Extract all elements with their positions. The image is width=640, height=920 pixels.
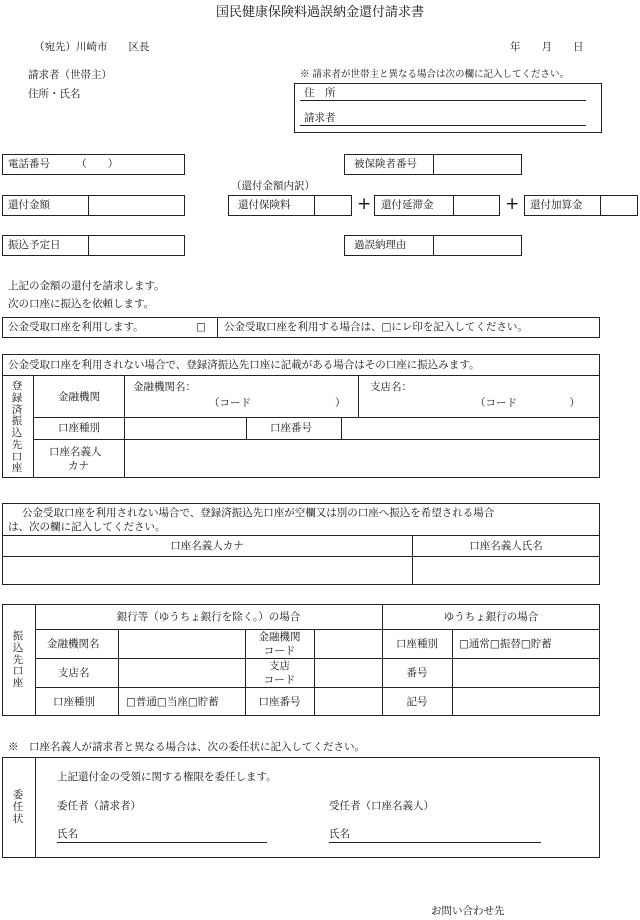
yucho-number-label: 番号 <box>406 667 428 679</box>
divider <box>314 629 315 716</box>
delegate-name-line[interactable] <box>329 842 541 843</box>
alt-address-line[interactable] <box>300 100 586 101</box>
refund-late-fee-label: 還付延滞金 <box>381 199 434 211</box>
yucho-symbol-label: 記号 <box>406 696 428 708</box>
divider <box>433 235 434 256</box>
divider <box>35 757 36 858</box>
proxy-side-label: 委任状 <box>12 789 24 825</box>
date-field[interactable]: 年 月 日 <box>510 41 584 53</box>
divider <box>118 629 119 716</box>
divider <box>217 317 218 338</box>
reg-institution-name[interactable]: 金融機関名： <box>133 381 196 393</box>
page-title: 国民健康保険料過誤納金還付請求書 <box>215 5 424 20</box>
divider <box>2 535 600 536</box>
proxy-note: ※ 口座名義人が請求者と異なる場合は、次の委任状に記入してください。 <box>8 741 365 753</box>
alt-applicant-note: ※ 請求者が世帯主と異なる場合は次の欄に記入してください。 <box>300 69 570 80</box>
refund-amount-label: 還付金額 <box>8 199 50 211</box>
tr-account-type-label: 口座種別 <box>53 696 95 708</box>
reg-account-number-label: 口座番号 <box>270 422 312 434</box>
overpay-reason-label: 過誤納理由 <box>354 239 407 251</box>
divider <box>33 375 34 478</box>
tr-branch-code-label-2: コード <box>263 674 296 686</box>
transfer-side-label: 振込先口座 <box>12 630 24 689</box>
tr-institution-code-label-1: 金融機関 <box>258 631 301 643</box>
divider <box>314 195 315 216</box>
reg-holder-label-1: 口座名義人 <box>49 446 102 458</box>
delegator-name-label: 氏名 <box>57 828 78 840</box>
divider <box>600 195 601 216</box>
tr-branch-code-label-1: 支店 <box>269 660 290 672</box>
registered-header: 公金受取口座を利用されない場合で、登録済振込先口座に記載がある場合はその口座に振込みます。 <box>8 359 480 371</box>
other-note-line-2: は、次の欄に記入してください。 <box>8 521 166 533</box>
tr-account-number-label: 口座番号 <box>258 696 301 708</box>
banks-header: 銀行等（ゆうちょ銀行を除く。）の場合 <box>116 611 301 623</box>
reg-holder-label-2: カナ <box>68 460 89 472</box>
tr-branch-name-label: 支店名 <box>58 667 90 679</box>
public-account-instruction: 公金受取口座を利用する場合は、□にレ印を記入してください。 <box>224 321 528 333</box>
breakdown-label: （還付金額内訳） <box>231 180 315 192</box>
registered-side-label: 登録済振込先口座 <box>11 380 23 475</box>
reg-holder-field[interactable] <box>125 440 599 477</box>
plus-sign: + <box>505 194 520 214</box>
plus-sign: + <box>357 194 372 214</box>
reg-branch-code[interactable]: （コード ） <box>475 397 580 409</box>
holder-kana-header: 口座名義人カナ <box>170 540 244 552</box>
reg-institution-code[interactable]: （コード ） <box>209 397 346 409</box>
public-account-checkbox[interactable]: □ <box>196 321 206 333</box>
addressee: （宛先）川崎市 区長 <box>34 41 150 53</box>
other-note-line-1: 公金受取口座を利用されない場合で、登録済振込先口座が空欄又は別の口座へ振込を希望される場合 <box>22 507 495 519</box>
tr-bank-account-types[interactable]: □普通□当座□貯蓄 <box>126 696 219 708</box>
delegate-name-label: 氏名 <box>329 828 350 840</box>
applicant-label: 請求者（世帯主） <box>28 69 112 81</box>
proxy-statement: 上記還付金の受領に関する権限を委任します。 <box>57 771 277 783</box>
yucho-header: ゆうちょ銀行の場合 <box>443 611 539 623</box>
alt-applicant-label: 請求者 <box>304 112 336 124</box>
reg-institution-label: 金融機関 <box>58 391 100 403</box>
divider <box>2 375 600 376</box>
insured-number-label: 被保険者番号 <box>354 158 417 170</box>
request-line-1: 上記の金額の還付を請求します。 <box>8 280 165 292</box>
divider <box>358 375 359 417</box>
delegator-label: 委任者（請求者） <box>57 800 141 812</box>
reg-branch-name[interactable]: 支店名： <box>370 381 412 393</box>
delegate-label: 受任者（口座名義人） <box>329 800 434 812</box>
holder-name-header: 口座名義人氏名 <box>469 540 543 552</box>
divider <box>88 195 89 216</box>
divider <box>246 417 247 439</box>
divider <box>453 195 454 216</box>
divider <box>35 687 600 688</box>
refund-premium-label: 還付保険料 <box>238 199 291 211</box>
tr-institution-name-label: 金融機関名 <box>47 638 100 650</box>
divider <box>452 629 453 716</box>
holder-name-field[interactable] <box>413 557 599 584</box>
divider <box>35 629 600 630</box>
refund-additional-label: 還付加算金 <box>530 199 583 211</box>
divider <box>433 154 434 175</box>
reg-account-type-label: 口座種別 <box>58 422 100 434</box>
transfer-date-label: 振込予定日 <box>8 239 61 251</box>
divider <box>33 417 600 418</box>
divider <box>88 235 89 256</box>
alt-applicant-line[interactable] <box>300 125 586 126</box>
divider <box>35 658 600 659</box>
public-account-use: 公金受取口座を利用します。 <box>8 321 144 333</box>
holder-kana-field[interactable] <box>3 557 411 584</box>
divider <box>341 417 342 439</box>
phone-label: 電話番号 （ ） <box>8 158 119 170</box>
alt-address-label: 住 所 <box>304 87 336 99</box>
request-line-2: 次の口座に振込を依頼します。 <box>8 298 155 310</box>
yucho-account-types[interactable]: □通常□振替□貯蓄 <box>459 638 552 650</box>
delegator-name-line[interactable] <box>57 842 267 843</box>
tr-institution-code-label-2: コード <box>263 645 296 657</box>
address-name-label: 住所・氏名 <box>28 88 81 100</box>
yucho-account-type-label: 口座種別 <box>396 638 438 650</box>
inquiry-label: お問い合わせ先 <box>431 905 505 917</box>
